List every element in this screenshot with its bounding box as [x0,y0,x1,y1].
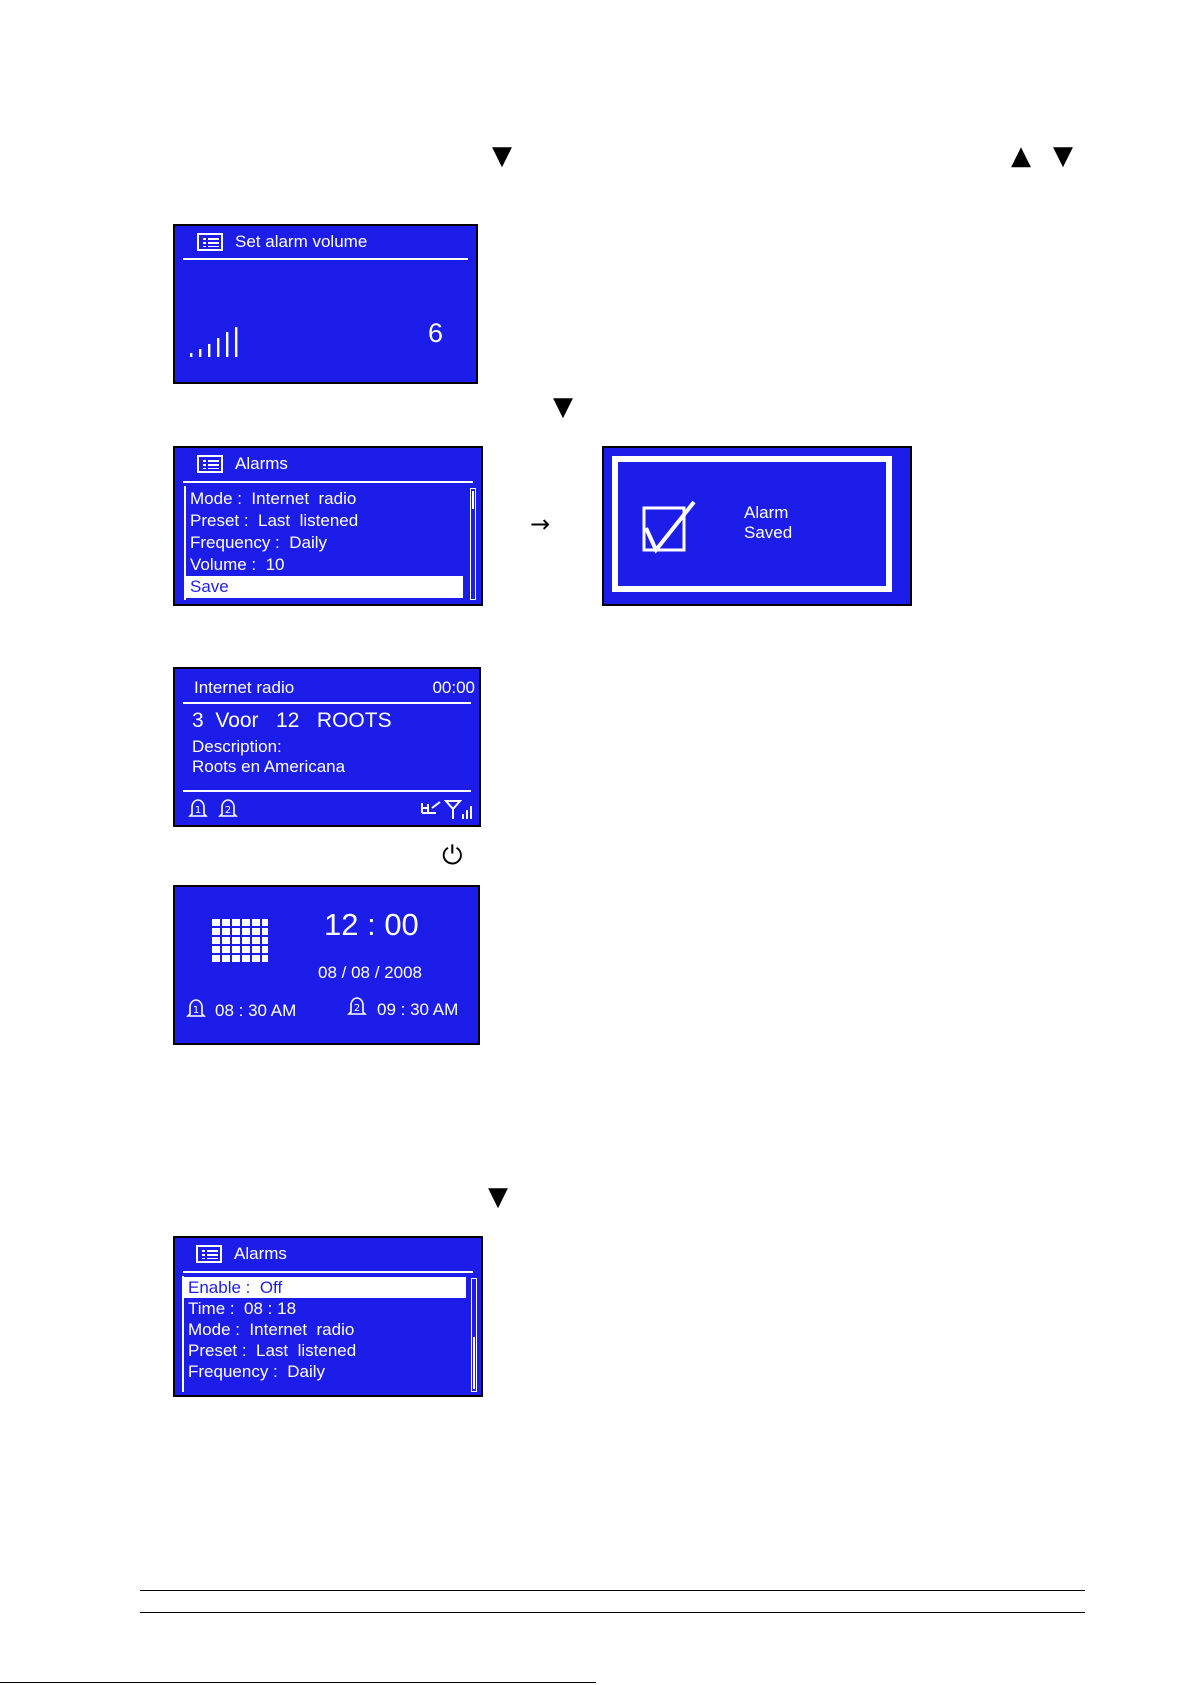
header-divider [183,702,471,704]
alarm1-number: 1 [192,1005,200,1016]
checkmark-icon [642,500,698,556]
playing-screen [173,667,481,827]
saved-line1: Alarm [744,503,789,522]
description-label: Description: [192,737,282,756]
alarms-header [196,1244,287,1264]
alarm2-number: 2 [224,805,232,816]
list-item-volume[interactable]: Volume : 10 [190,555,285,574]
header-divider [183,258,468,260]
power-icon: ⏻ [442,841,463,871]
network-signal-icon [420,799,476,821]
clock-display: 00:00 [432,678,475,697]
standby-time: 12 : 00 [324,907,419,942]
alarm1-bell-icon [184,997,208,1021]
footer-rule-top [140,1590,1085,1591]
menu-icon [197,233,223,251]
scroll-thumb[interactable] [473,1337,475,1389]
footer-rule-bottom [140,1612,1085,1613]
right-arrow-icon: → [530,510,551,538]
list-item-mode[interactable]: Mode : Internet radio [188,1320,355,1339]
description-text: Roots en Americana [192,757,346,776]
volume-header [197,232,367,252]
up-arrow-icon: ▲ [1011,141,1031,171]
down-arrow-icon: ▼ [553,392,573,422]
alarm1-number: 1 [194,805,202,816]
alarm-saved-screen [602,446,912,606]
list-item-mode[interactable]: Mode : Internet radio [190,489,357,508]
alarm1-time: 08 : 30 AM [215,1001,297,1020]
volume-title: Set alarm volume [235,232,368,251]
list-item-save[interactable]: Save [186,576,463,598]
scrollbar[interactable] [471,1278,477,1392]
mode-label: Internet radio [194,678,295,697]
alarm1-bell-icon [186,797,210,821]
list-item-time[interactable]: Time : 08 : 18 [188,1299,297,1318]
down-arrow-icon: ▼ [488,1182,508,1212]
standby-date: 08 / 08 / 2008 [318,963,422,982]
down-arrow-icon: ▼ [492,141,512,171]
list-item-frequency[interactable]: Frequency : Daily [188,1362,325,1381]
list-item-enable[interactable]: Enable : Off [184,1277,466,1298]
saved-message [744,503,792,543]
alarm2-bell-icon [216,797,240,821]
alarms-list [184,1277,466,1382]
alarm2-bell-icon [345,995,369,1019]
volume-bars-icon [189,327,239,359]
menu-icon [197,455,223,473]
calendar-icon [212,919,268,969]
footer-divider [183,790,471,792]
page-edge-rule [0,1682,596,1683]
down-arrow-icon: ▼ [1053,141,1073,171]
volume-screen [173,224,478,384]
station-name: 3 Voor 12 ROOTS [192,709,392,732]
alarms-enable-screen [173,1236,483,1397]
alarm2-time: 09 : 30 AM [377,1000,459,1019]
saved-line2: Saved [744,523,793,542]
list-item-frequency[interactable]: Frequency : Daily [190,533,327,552]
alarms-title: Alarms [235,454,288,473]
scrollbar[interactable] [470,488,476,600]
header-divider [183,1271,473,1273]
alarms-screen [173,446,483,606]
header-divider [183,481,473,483]
calendar-grid [212,919,268,962]
list-item-preset[interactable]: Preset : Last listened [188,1341,357,1360]
scroll-thumb[interactable] [472,491,474,509]
menu-icon [196,1245,222,1263]
volume-value: 6 [428,318,444,348]
alarm2-number: 2 [353,1003,361,1014]
list-item-preset[interactable]: Preset : Last listened [190,511,359,530]
alarms-header [197,454,288,474]
alarms-title: Alarms [234,1244,287,1263]
standby-screen [173,885,480,1045]
alarms-list [186,488,463,598]
